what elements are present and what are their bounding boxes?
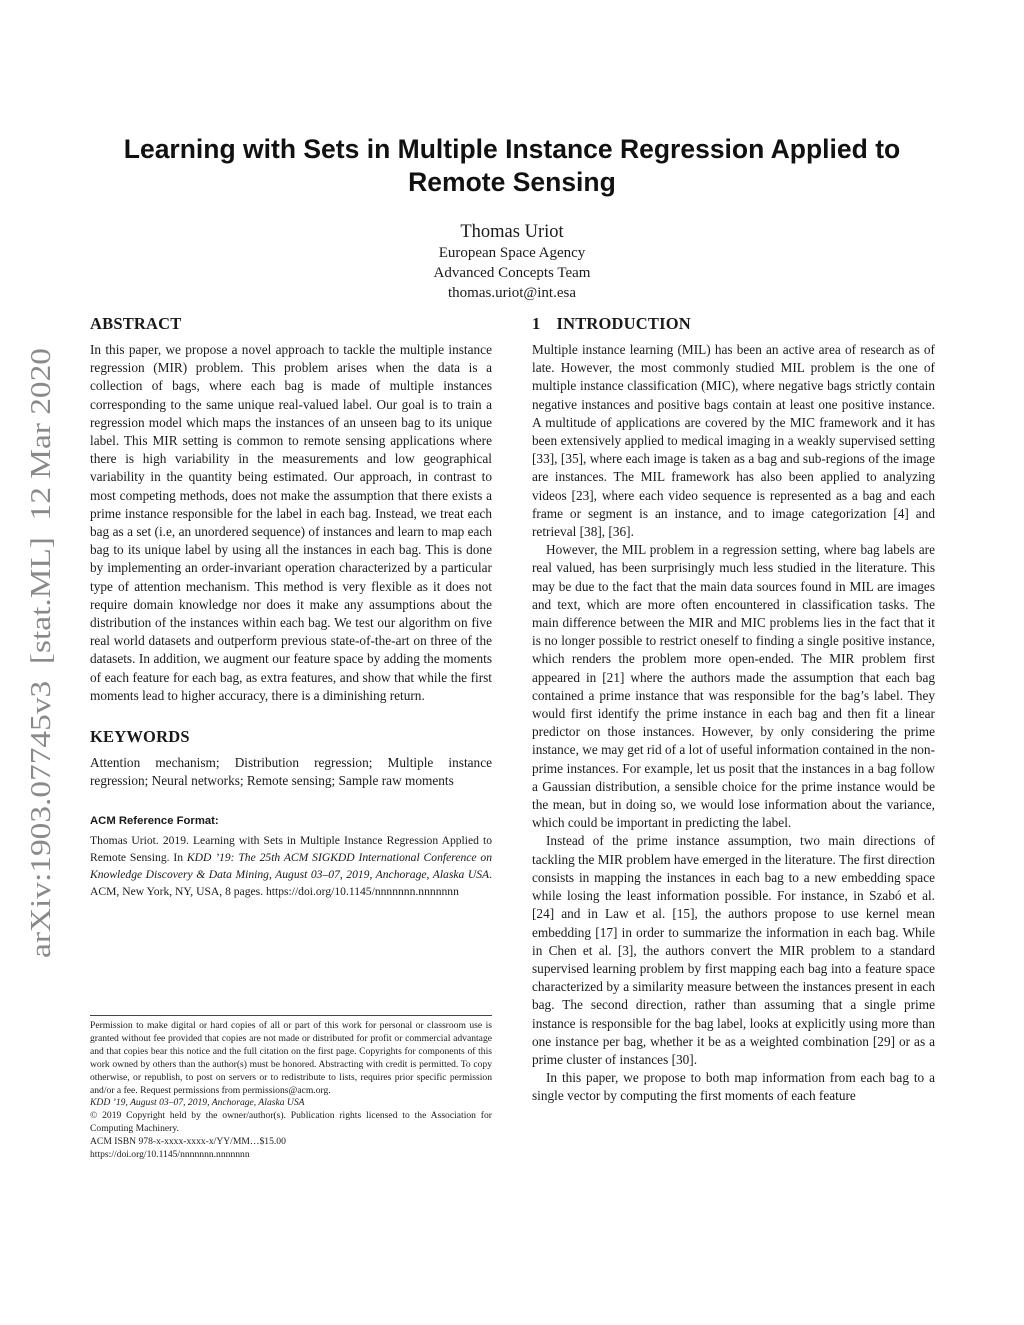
author-block bbox=[90, 221, 934, 303]
author-affiliation-1: European Space Agency bbox=[438, 245, 586, 261]
acm-reference-text bbox=[90, 832, 492, 900]
doi-line: https://doi.org/10.1145/nnnnnnn.nnnnnnn bbox=[90, 1149, 250, 1161]
right-column bbox=[532, 314, 935, 1106]
acm-reference-heading: ACM Reference Format: bbox=[90, 815, 219, 828]
permission-notice: Permission to make digital or hard copies of all or part of this work for personal or classroom use is granted without fee provided that copies are not made or distributed for profit or commercial advantage and that copies bear this notice and the full citation on the first page. Copyrights for components of this work owned by others than the author(s) must be honored. Abstracting with credit is permitted. To copy otherwise, or republish, to post on servers or to redistribute to lists, requires prior specific permission and/or a fee. Request permissions from permissions@acm.org. bbox=[90, 1020, 492, 1096]
author-affiliation-2: Advanced Concepts Team bbox=[433, 265, 591, 281]
copyright-line: © 2019 Copyright held by the owner/author(s). Publication rights licensed to the Association for Computing Machinery. bbox=[90, 1110, 492, 1135]
section-number: 1 bbox=[532, 314, 541, 333]
author-email: thomas.uriot@int.esa bbox=[448, 285, 576, 301]
acm-reference-venue: KDD ’19: The 25th ACM SIGKDD International Conference on Knowledge Discovery & Data Mining, August 03–07, 2019, Anchorage, Alaska USA bbox=[90, 851, 492, 882]
paper-title: Learning with Sets in Multiple Instance Regression Applied to Remote Sensing bbox=[123, 134, 901, 197]
intro-paragraph: Instead of the prime instance assumption, two main directions of tackling the MIR problem have emerged in the literature. The first direction consists in mapping the instances in each bag to a new embedding space while losing the least information possible. For instance, in Szabó et al. [24] and in Law et al. [15], the authors propose to use kernel mean embedding [17] in order to summarize the information in each bag. While in Chen et al. [3], the authors convert the MIR problem to a standard supervised learning problem by first mapping each bag into a feature space characterized by a similarity measure between the instances present in each bag. The second direction, rather than assuming that a single prime instance is responsible for the bag label, looks at explicitly using more than one instance per bag, whether it be as a weighted combination [29] or as a prime cluster of instances [30]. bbox=[532, 833, 935, 1067]
arxiv-stamp-svg bbox=[14, 340, 58, 965]
acm-reference-plain: Thomas Uriot. 2019. Learning with Sets in Multiple Instance Regression Applied to Remote Sensing. In bbox=[90, 834, 492, 865]
author-name: Thomas Uriot bbox=[460, 222, 564, 242]
acm-reference-tail: . ACM, New York, NY, USA, 8 pages. https://doi.org/10.1145/nnnnnnn.nnnnnnn bbox=[90, 868, 492, 899]
abstract-text: In this paper, we propose a novel approach to tackle the multiple instance regression (MIR) problem. This problem arises when the data is a collection of bags, where each bag is made of multiple instances corresponding to the same unique real-valued label. Our goal is to train a regression model which maps the instances of an unseen bag to its unique label. This MIR setting is common to remote sensing applications where there is high variability in the measurements and low geographical variability in the quantity being estimated. Our approach, in contrast to most competing methods, does not make the assumption that there exists a prime instance responsible for the label in each bag. Instead, we treat each bag as a set (i.e, an unordered sequence) of instances and learn to map each bag to its unique label by using all the instances in each bag. This is done by implementing an order-invariant operation characterized by a particular type of attention mechanism. This method is very flexible as it does not require domain knowledge nor does it make any assumptions about the distribution of the instances within each bag. We test our algorithm on five real world datasets and outperform previous state-of-the-art on three of the datasets. In addition, we augment our feature space by adding the moments of each feature for each bag, as extra features, and show that while the first moments lead to higher accuracy, there is a diminishing return. bbox=[90, 342, 492, 703]
arxiv-stamp-text: arXiv:1903.07745v3 [stat.ML] 12 Mar 2020 bbox=[26, 446, 57, 958]
arxiv-identifier-stamp bbox=[14, 340, 58, 965]
intro-paragraph: In this paper, we propose to both map information from each bag to a single vector by computing the first moments of each feature bbox=[532, 1070, 935, 1104]
keywords-text: Attention mechanism; Distribution regression; Multiple instance regression; Neural networks; Remote sensing; Sample raw moments bbox=[90, 755, 492, 789]
section-title: INTRODUCTION bbox=[556, 314, 691, 333]
copyright-footnote bbox=[90, 1015, 492, 1162]
intro-paragraph: Multiple instance learning (MIL) has been an active area of research as of late. However, the most commonly studied MIL problem is the one of multiple instance classification (MIC), where negative bags strictly contain negative instances and positive bags contain at least one positive instance. A multitude of applications are covered by the MIC framework and it has been extensively applied to medical imaging in a weakly supervised setting [33], [35], where each image is taken as a bag and sub-regions of the image are instances. The MIL framework has also been applied to analyzing videos [23], where each video sequence is represented as a bag and each frame or segment is an instance, and to image categorization [4] and retrieval [38], [36]. bbox=[532, 342, 935, 540]
introduction-heading bbox=[532, 314, 935, 334]
abstract-heading: ABSTRACT bbox=[90, 314, 182, 333]
left-column bbox=[90, 314, 492, 900]
intro-paragraph: However, the MIL problem in a regression setting, where bag labels are real valued, has been surprisingly much less studied in the literature. This may be due to the fact that the main data sources found in MIL are images and text, which are more often encountered in classification tasks. The main difference between the MIR and MIC problems lies in the fact that it is no longer possible to restrict oneself to finding a single positive instance, which renders the problem more open-ended. The MIR problem first appeared in [21] where the authors made the assumption that each bag contained a prime instance that was responsible for the bag’s label. They would first identify the prime instance in each bag and then fit a linear predictor on those instances. However, by only considering the prime instance, we may get rid of a lot of useful information contained in the non-prime instances. For example, let us posit that the instances in a bag follow a Gaussian distribution, a sensible choice for the prime instance would be the mean, but in doing so, we would lose information about the variance, which could be important in predicting the label. bbox=[532, 542, 935, 831]
keywords-heading: KEYWORDS bbox=[90, 727, 190, 747]
conference-line: KDD ’19, August 03–07, 2019, Anchorage, Alaska USA bbox=[90, 1097, 305, 1109]
isbn-line: ACM ISBN 978-x-xxxx-xxxx-x/YY/MM…$15.00 bbox=[90, 1136, 286, 1148]
